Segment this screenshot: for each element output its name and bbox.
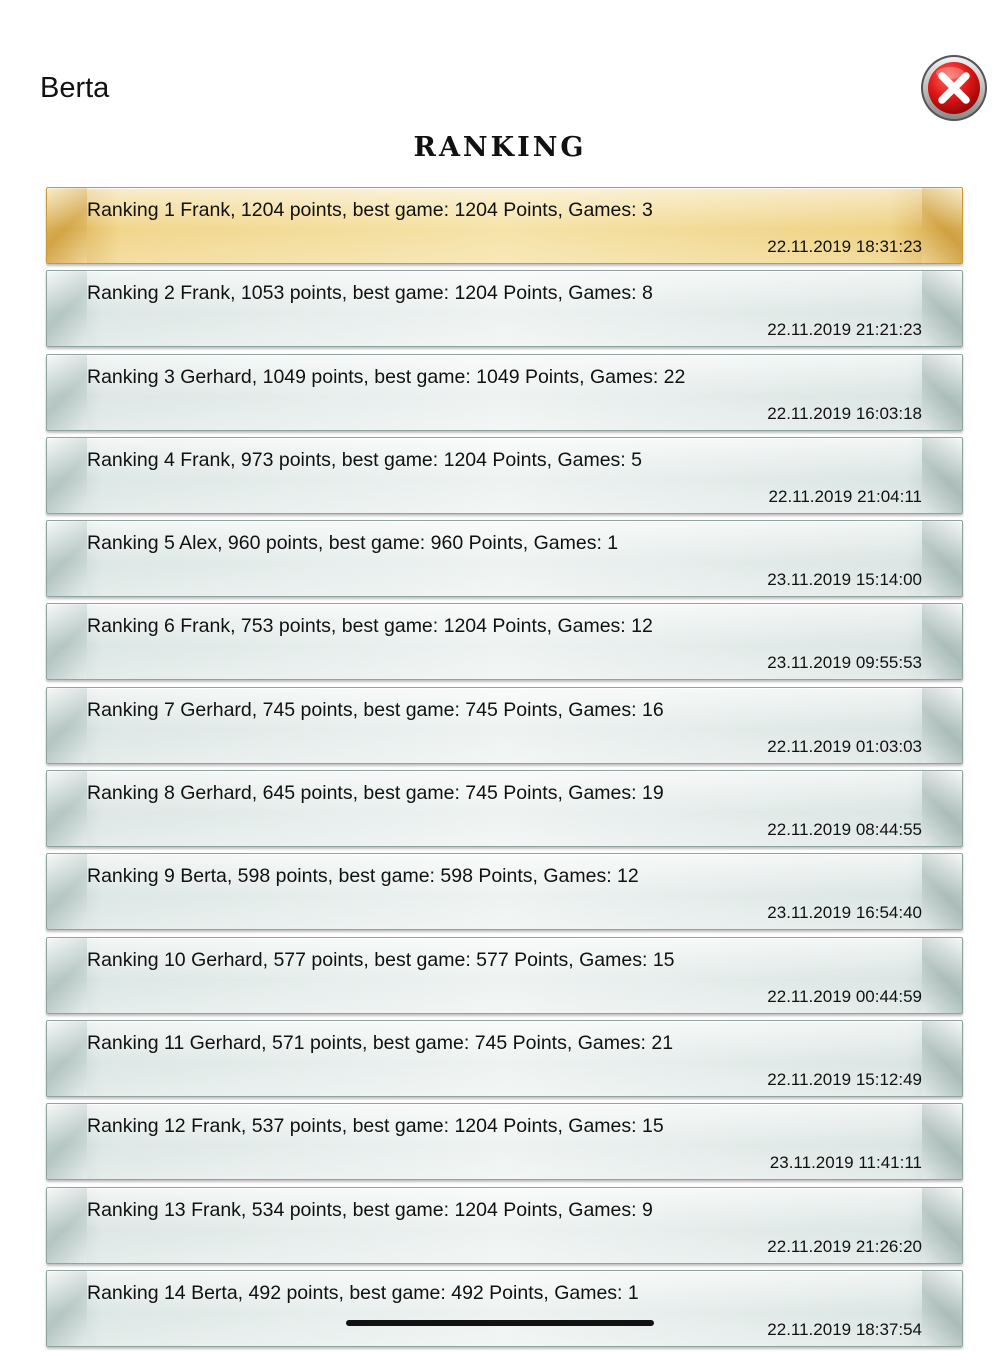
ranking-row-text: Ranking 6 Frank, 753 points, best game: 1204 Points, Games: 12 bbox=[87, 615, 653, 638]
page-title: RANKING bbox=[413, 132, 587, 163]
ranking-row-text: Ranking 3 Gerhard, 1049 points, best game: 1049 Points, Games: 22 bbox=[87, 365, 686, 388]
ranking-row-text: Ranking 8 Gerhard, 645 points, best game: 745 Points, Games: 19 bbox=[87, 782, 664, 805]
ranking-row-text: Ranking 14 Berta, 492 points, best game: 492 Points, Games: 1 bbox=[87, 1281, 639, 1304]
ranking-row-date: 23.11.2019 15:14:00 bbox=[767, 570, 922, 590]
close-x-icon bbox=[920, 54, 988, 122]
ranking-row-date: 22.11.2019 18:37:54 bbox=[767, 1319, 922, 1339]
ranking-row-text: Ranking 9 Berta, 598 points, best game: 598 Points, Games: 12 bbox=[87, 865, 639, 888]
ranking-row-1[interactable] bbox=[46, 187, 963, 264]
ranking-list bbox=[46, 187, 963, 1353]
ranking-row-13[interactable] bbox=[46, 1187, 963, 1264]
ranking-row-4[interactable] bbox=[46, 437, 963, 514]
ranking-row-date: 23.11.2019 16:54:40 bbox=[767, 903, 922, 923]
ranking-row-7[interactable] bbox=[46, 687, 963, 764]
ranking-row-date: 23.11.2019 09:55:53 bbox=[767, 653, 922, 673]
ranking-row-text: Ranking 5 Alex, 960 points, best game: 960 Points, Games: 1 bbox=[87, 532, 619, 555]
ranking-row-date: 22.11.2019 18:31:23 bbox=[767, 237, 922, 256]
ranking-row-date: 22.11.2019 21:04:11 bbox=[768, 486, 922, 506]
ranking-row-5[interactable] bbox=[46, 520, 963, 597]
ranking-row-10[interactable] bbox=[46, 937, 963, 1014]
ranking-row-text: Ranking 2 Frank, 1053 points, best game: 1204 Points, Games: 8 bbox=[87, 282, 653, 305]
ranking-row-text: Ranking 12 Frank, 537 points, best game: 1204 Points, Games: 15 bbox=[87, 1115, 664, 1138]
ranking-row-2[interactable] bbox=[46, 270, 963, 347]
ranking-row-text: Ranking 7 Gerhard, 745 points, best game: 745 Points, Games: 16 bbox=[87, 698, 664, 721]
ranking-row-date: 22.11.2019 16:03:18 bbox=[767, 403, 922, 423]
ranking-row-text: Ranking 10 Gerhard, 577 points, best game: 577 Points, Games: 15 bbox=[87, 948, 675, 971]
home-indicator[interactable] bbox=[346, 1320, 654, 1326]
ranking-row-8[interactable] bbox=[46, 770, 963, 847]
ranking-row-text: Ranking 13 Frank, 534 points, best game: 1204 Points, Games: 9 bbox=[87, 1198, 653, 1221]
ranking-row-9[interactable] bbox=[46, 853, 963, 930]
ranking-row-date: 22.11.2019 01:03:03 bbox=[767, 736, 922, 756]
ranking-row-12[interactable] bbox=[46, 1103, 963, 1180]
ranking-row-6[interactable] bbox=[46, 603, 963, 680]
ranking-row-date: 23.11.2019 11:41:11 bbox=[769, 1153, 922, 1173]
username-label: Berta bbox=[40, 72, 110, 104]
ranking-row-date: 22.11.2019 21:26:20 bbox=[767, 1236, 922, 1256]
ranking-row-14[interactable] bbox=[46, 1270, 963, 1347]
ranking-row-text: Ranking 1 Frank, 1204 points, best game: 1204 Points, Games: 3 bbox=[87, 199, 653, 221]
ranking-row-3[interactable] bbox=[46, 354, 963, 431]
ranking-row-text: Ranking 11 Gerhard, 571 points, best game: 745 Points, Games: 21 bbox=[87, 1031, 674, 1054]
ranking-row-date: 22.11.2019 21:21:23 bbox=[767, 320, 922, 340]
ranking-row-text: Ranking 4 Frank, 973 points, best game: 1204 Points, Games: 5 bbox=[87, 448, 642, 471]
ranking-row-date: 22.11.2019 00:44:59 bbox=[767, 986, 922, 1006]
ranking-row-date: 22.11.2019 15:12:49 bbox=[767, 1069, 922, 1089]
ranking-row-date: 22.11.2019 08:44:55 bbox=[767, 820, 922, 840]
ranking-row-11[interactable] bbox=[46, 1020, 963, 1097]
close-button[interactable] bbox=[920, 54, 988, 122]
